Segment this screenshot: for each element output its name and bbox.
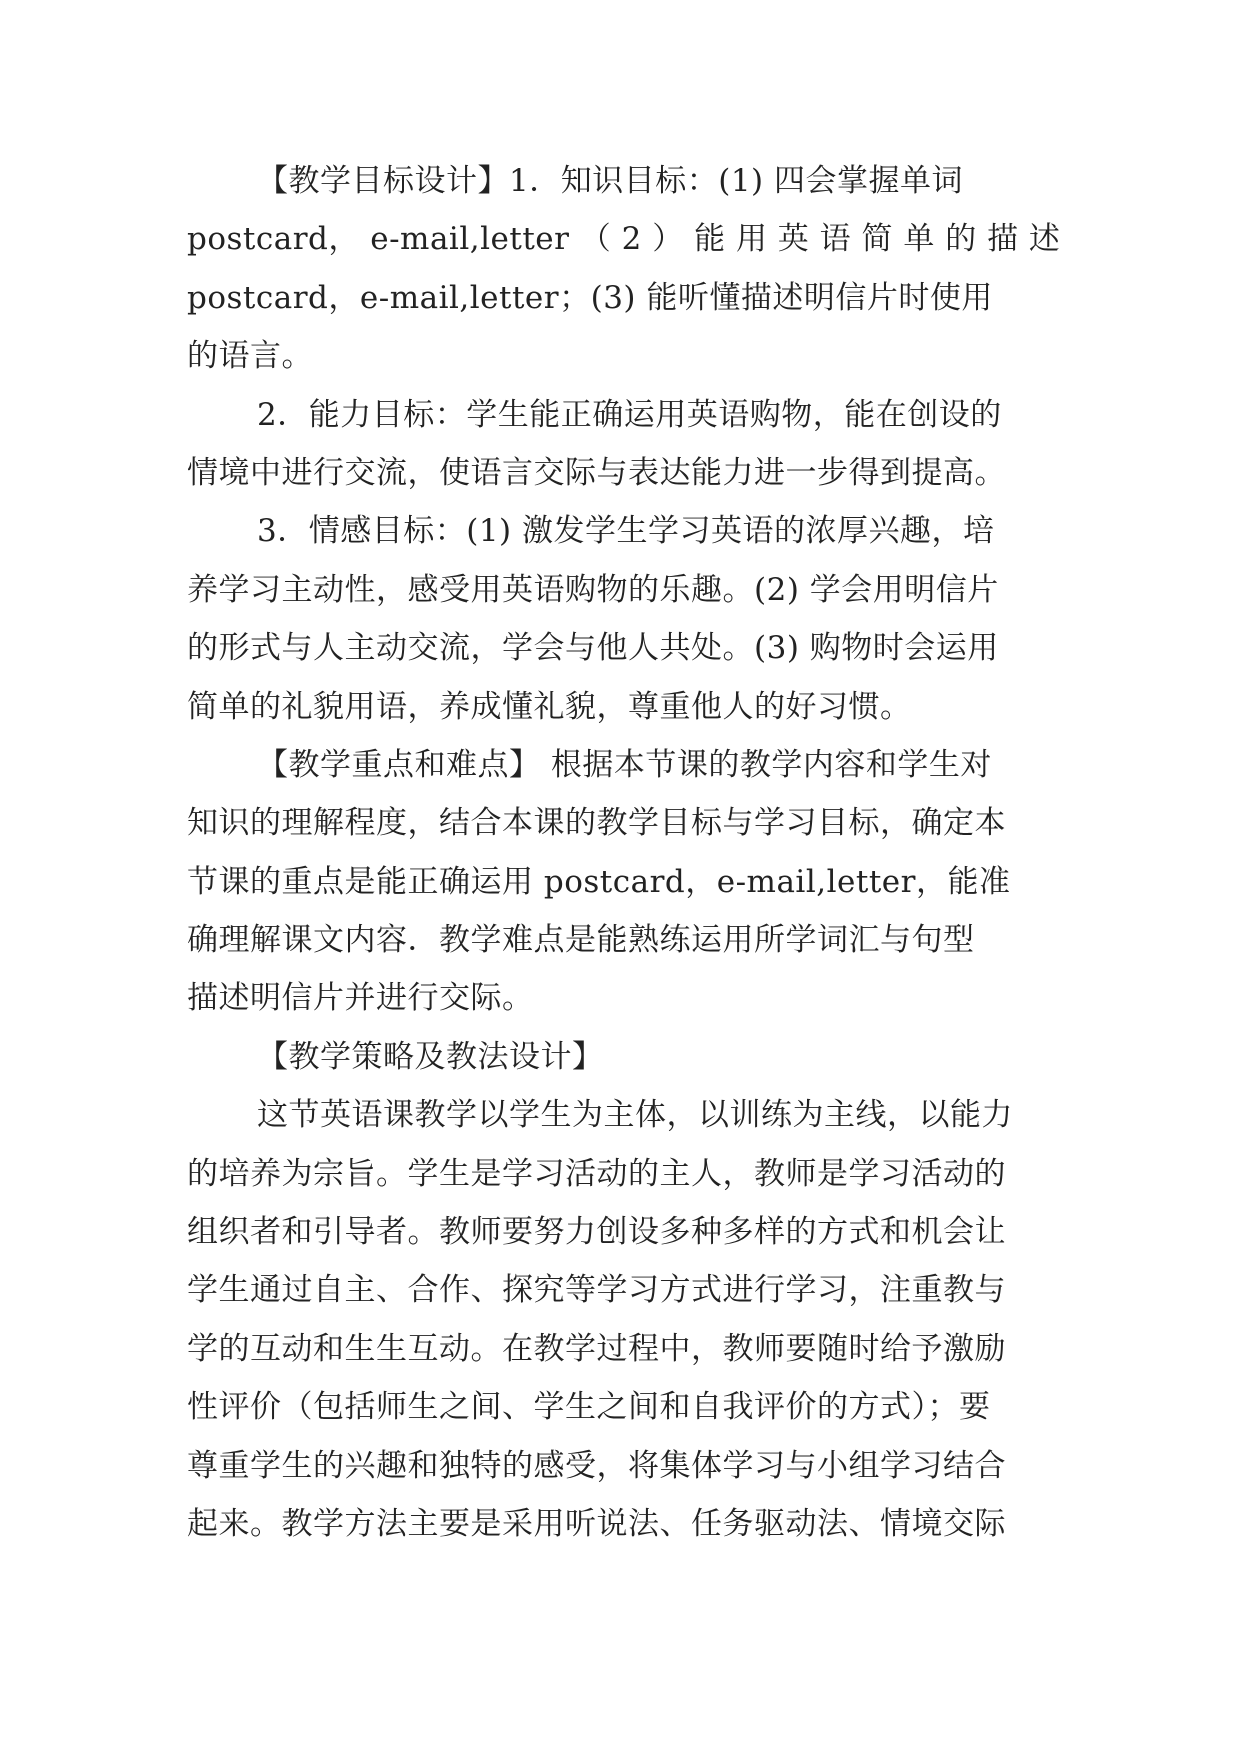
text-line: 起来。教学方法主要是采用听说法、任务驱动法、情境交际 (187, 1505, 1006, 1542)
text-line: 【教学策略及教法设计】 (257, 1038, 604, 1075)
text-line: 性评价（包括师生之间、学生之间和自我评价的方式）；要 (187, 1389, 991, 1426)
text-line: 确理解课文内容．教学难点是能熟练运用所学词汇与句型 (187, 922, 975, 959)
text-line: 3．情感目标：(1) 激发学生学习英语的浓厚兴趣，培 (257, 513, 995, 550)
text-line: postcard， e-mail,letter （ 2 ） 能 用 英 语 简 单 的 描 述 (187, 221, 1061, 258)
text-line: 描述明信片并进行交际。 (187, 980, 534, 1017)
text-line: 的形式与人主动交流，学会与他人共处。(3) 购物时会运用 (187, 630, 999, 667)
text-line: 的培养为宗旨。学生是学习活动的主人，教师是学习活动的 (187, 1155, 1006, 1192)
text-line: 【教学目标设计】1．知识目标：(1) 四会掌握单词 (257, 163, 963, 199)
text-line: 知识的理解程度，结合本课的教学目标与学习目标，确定本 (187, 805, 1006, 842)
text-line: 学的互动和生生互动。在教学过程中，教师要随时给予激励 (187, 1330, 1006, 1367)
text-line: 情境中进行交流，使语言交际与表达能力进一步得到提高。 (187, 454, 1006, 491)
document-body (187, 152, 1061, 1553)
text-line: 这节英语课教学以学生为主体，以训练为主线，以能力 (257, 1097, 1013, 1134)
text-line: 节课的重点是能正确运用 postcard，e-mail,letter，能准 (187, 863, 1011, 900)
text-line: 尊重学生的兴趣和独特的感受，将集体学习与小组学习结合 (187, 1447, 1006, 1484)
text-line: postcard，e-mail,letter；(3) 能听懂描述明信片时使用 (187, 279, 993, 316)
text-line: 养学习主动性，感受用英语购物的乐趣。(2) 学会用明信片 (187, 571, 999, 608)
text-line: 的语言。 (187, 338, 313, 375)
text-line: 2．能力目标：学生能正确运用英语购物，能在创设的 (257, 396, 1002, 433)
text-line: 简单的礼貌用语，养成懂礼貌，尊重他人的好习惯。 (187, 688, 912, 725)
text-line: 学生通过自主、合作、探究等学习方式进行学习，注重教与 (187, 1272, 1006, 1309)
text-line: 【教学重点和难点】 根据本节课的教学内容和学生对 (257, 746, 992, 783)
text-line: 组织者和引导者。教师要努力创设多种多样的方式和机会让 (187, 1214, 1006, 1251)
